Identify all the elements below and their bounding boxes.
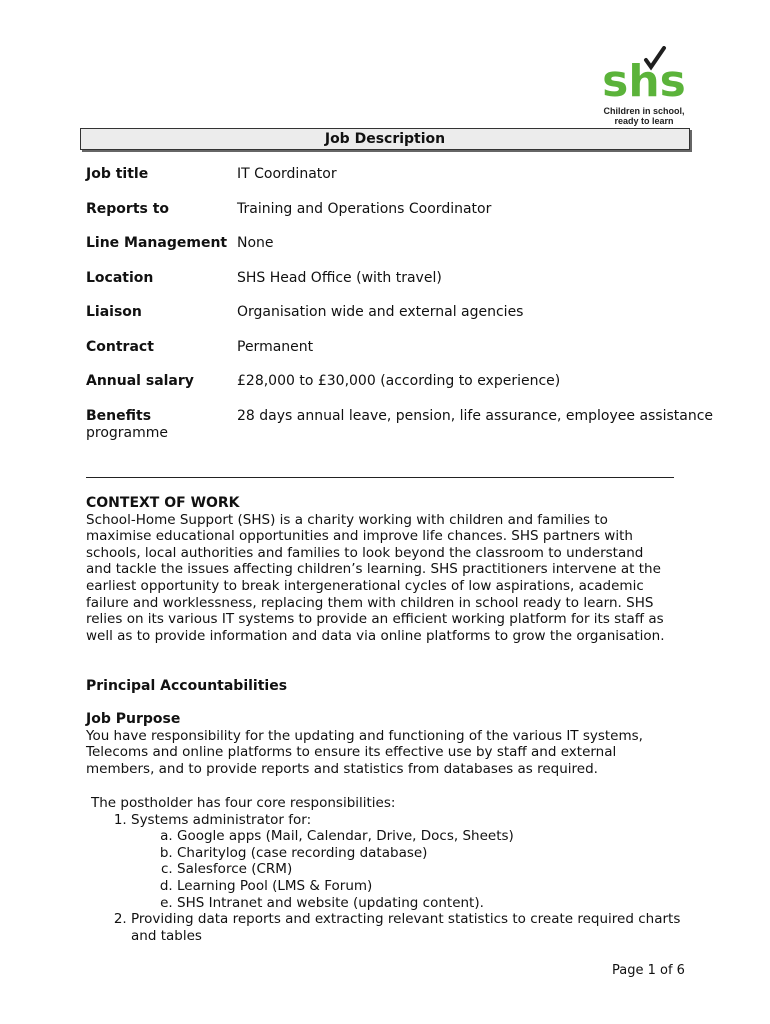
context-section <box>86 495 686 644</box>
purpose-section <box>86 711 686 777</box>
job-description-title: Job Description <box>80 128 690 150</box>
field-label: Liaison <box>86 304 142 320</box>
field-value: Permanent <box>237 338 314 355</box>
field-label: Annual salary <box>86 373 194 389</box>
responsibilities-ordered-list <box>86 812 706 945</box>
sub-list-item: c. Salesforce (CRM) <box>177 861 706 878</box>
field-value: 28 days annual leave, pension, life assurance, employee assistance <box>237 407 714 424</box>
sub-list-item: a. Google apps (Mail, Calendar, Drive, Docs, Sheets) <box>177 828 706 845</box>
responsibilities-list <box>86 795 706 944</box>
list-item <box>131 812 706 912</box>
field-row-benefits <box>86 407 714 443</box>
field-label: Contract <box>86 338 154 355</box>
field-row-location <box>86 270 706 305</box>
field-value: IT Coordinator <box>237 166 337 182</box>
field-label: Job title <box>86 166 149 182</box>
field-value: SHS Head Office (with travel) <box>237 269 442 286</box>
field-label: Benefits <box>86 407 152 424</box>
field-row-contract <box>86 339 706 374</box>
sub-list <box>131 828 706 911</box>
field-value-continuation: programme <box>86 424 169 441</box>
responsibilities-intro: The postholder has four core responsibilities: <box>91 795 396 811</box>
field-value: None <box>237 235 274 251</box>
purpose-paragraph: You have responsibility for the updating and functioning of the various IT systems, Telecoms and online platforms to ensure its effective use by staff and external members, and to provide reports and statistics from databases as required. <box>86 727 643 777</box>
list-item: 2. Providing data reports and extracting relevant statistics to create required charts and tables <box>131 911 706 944</box>
page-number: Page 1 of 6 <box>612 963 685 978</box>
section-divider <box>86 477 674 478</box>
field-row-reports-to <box>86 201 706 236</box>
shs-logo <box>602 46 686 126</box>
list-item-text: Systems administrator for: <box>131 811 312 828</box>
field-row-liaison <box>86 304 706 339</box>
sub-list-item: b. Charitylog (case recording database) <box>177 845 706 862</box>
logo-tagline: Children in school, ready to learn <box>603 106 685 126</box>
field-row-line-management <box>86 235 706 270</box>
field-row-job-title <box>86 166 706 201</box>
field-label: Line Management <box>86 235 228 251</box>
field-value: £28,000 to £30,000 (according to experience) <box>237 373 561 389</box>
sub-list-item: d. Learning Pool (LMS & Forum) <box>177 878 706 895</box>
context-paragraph: School-Home Support (SHS) is a charity working with children and families to maximise educational opportunities and improve life chances. SHS partners with schools, local authorities and families to look beyond the classroom to understand and tackle the issues affecting children’s learning. SHS practitioners intervene at the earliest opportunity to break intergenerational cycles of low aspirations, academic failure and worklessness, replacing them with children in school ready to learn. SHS relies on its various IT systems to provide an efficient working platform for its staff as well as to provide information and data via online platforms to grow the organisation. <box>86 511 665 644</box>
job-details <box>86 166 714 442</box>
field-label: Reports to <box>86 200 170 217</box>
principal-section <box>86 678 686 695</box>
field-label: Location <box>86 269 154 286</box>
shs-logo-mark <box>602 46 686 106</box>
purpose-heading: Job Purpose <box>86 711 181 727</box>
logo-wordmark: shs <box>602 56 686 106</box>
field-value: Training and Operations Coordinator <box>237 200 492 217</box>
context-heading: CONTEXT OF WORK <box>86 495 240 511</box>
field-value: Organisation wide and external agencies <box>237 304 524 320</box>
field-row-annual-salary <box>86 373 706 408</box>
principal-heading: Principal Accountabilities <box>86 678 288 694</box>
sub-list-item: e. SHS Intranet and website (updating content). <box>177 895 706 912</box>
